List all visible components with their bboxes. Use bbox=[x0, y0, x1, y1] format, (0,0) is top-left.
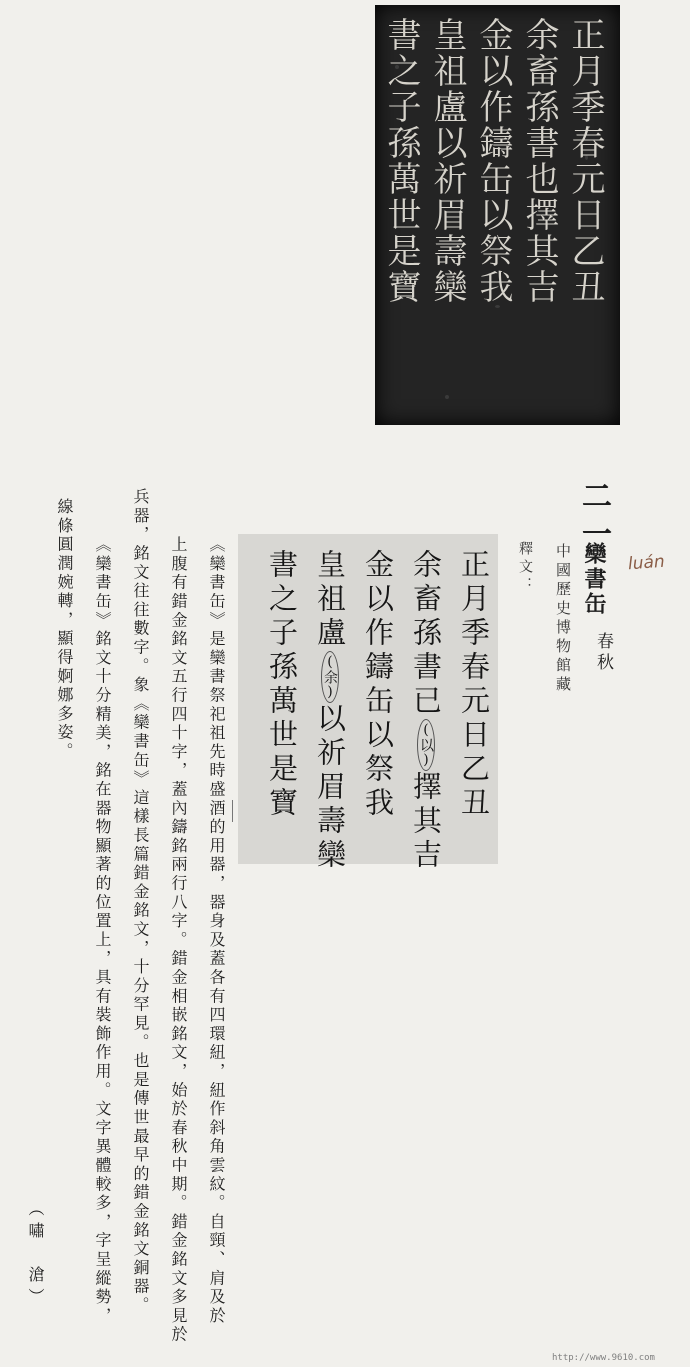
page-title: 欒書缶 bbox=[581, 542, 607, 617]
handwritten-annotation: luán bbox=[627, 551, 666, 575]
rubbing-column: 余畜孫書也擇其吉 bbox=[519, 17, 559, 305]
transcription-line: 皇祖盧(余)以祈眉壽欒 bbox=[313, 549, 347, 873]
margin-mark bbox=[232, 800, 233, 822]
transcription-line: 金以作鑄缶以祭我 bbox=[361, 549, 395, 821]
rubbing-column: 書之子孫萬世是寶 bbox=[381, 17, 421, 305]
description-column: 《欒書缶》銘文十分精美，銘在器物顯著的位置上，具有裝飾作用。文字異體較多，字呈縱勢， bbox=[93, 536, 112, 1326]
description-column: 兵器，銘文往往數字。象《欒書缶》這樣長篇錯金銘文，十分罕見。也是傳世最早的錯金銘文銅器。 bbox=[131, 488, 150, 1316]
rubbing-column: 皇祖盧以祈眉壽欒 bbox=[427, 17, 467, 305]
transcription-line: 正月季春元日乙丑 bbox=[457, 549, 491, 821]
rubbing-column: 正月季春元日乙丑 bbox=[565, 17, 605, 305]
period-label: 春秋 bbox=[593, 632, 613, 674]
transcription-line: 余畜孫書已(以)擇其吉 bbox=[409, 549, 443, 873]
museum-credit: 中國歷史博物館藏 bbox=[554, 543, 572, 695]
description-column: 線條圓潤婉轉，顯得婀娜多姿。 bbox=[55, 498, 74, 762]
transcription-box bbox=[238, 534, 498, 873]
author-signature: （嘯 滄） bbox=[26, 1200, 45, 1310]
transcription-line: 書之子孫萬世是寶 bbox=[265, 549, 299, 821]
description-column: 上腹有錯金銘文五行四十字，蓋內鑄銘兩行八字。錯金相嵌銘文，始於春秋中期。錯金銘文多見於 bbox=[169, 536, 188, 1345]
annotation-mark: (以) bbox=[417, 719, 435, 771]
rubbing-image bbox=[375, 5, 620, 425]
rubbing-column: 金以作鑄缶以祭我 bbox=[473, 17, 513, 305]
annotation-mark: (余) bbox=[321, 651, 339, 703]
watermark-url: http://www.9610.com bbox=[552, 1353, 655, 1363]
transcription-label: 釋文： bbox=[517, 541, 533, 595]
plate-number: 二一 bbox=[576, 480, 611, 556]
description-column: 《欒書缶》是欒書祭祀祖先時盛酒的用器，器身及蓋各有四環紐，紐作斜角雲紋。自頸、肩及於 bbox=[207, 536, 226, 1326]
